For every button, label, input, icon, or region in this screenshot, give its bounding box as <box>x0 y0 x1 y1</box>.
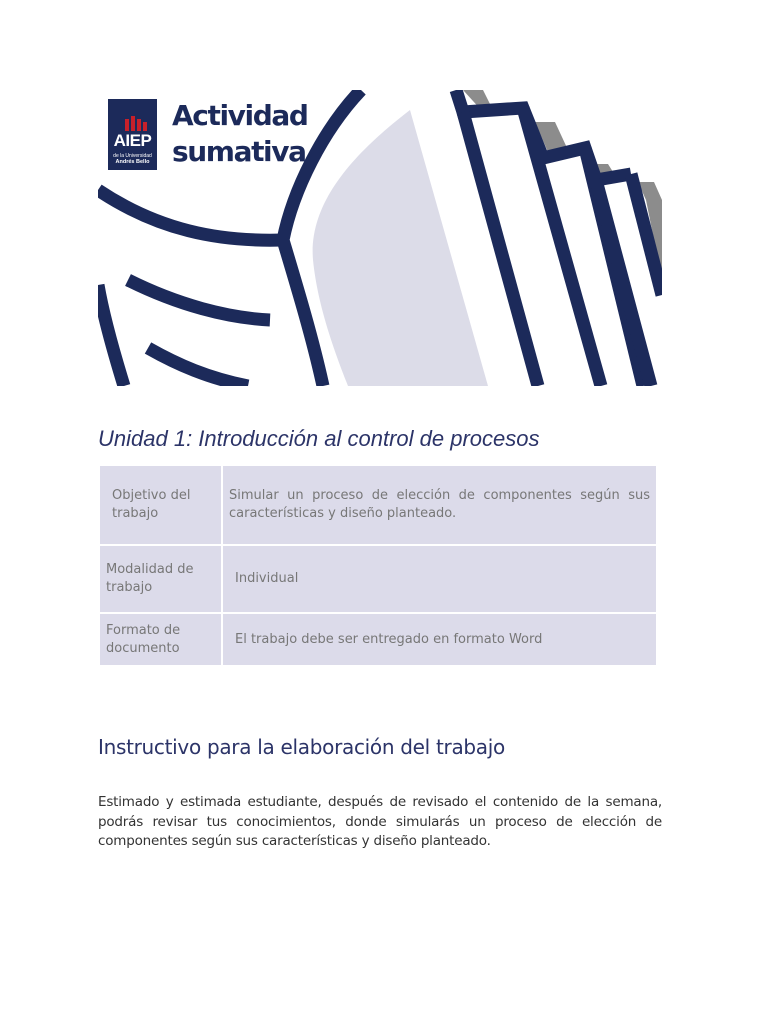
table-row <box>100 546 656 612</box>
table-value-cell: Individual <box>223 546 656 612</box>
info-table <box>98 464 658 667</box>
table-value-cell: Simular un proceso de elección de componentes según sus características y diseño planteado. <box>223 466 656 544</box>
table-label-cell: Modalidad de trabajo <box>100 546 221 612</box>
logo-subtitle: de la Universidad <box>113 153 152 159</box>
table-label-cell: Formato de documento <box>100 614 221 665</box>
table-label-cell: Objetivo del trabajo <box>100 466 221 544</box>
table-value-cell: El trabajo debe ser entregado en formato Word <box>223 614 656 665</box>
activity-title <box>172 98 307 170</box>
table-row <box>100 614 656 665</box>
body-paragraph: Estimado y estimada estudiante, después de revisado el contenido de la semana, podrás revisar tus conocimientos, donde simularás un proceso de elección de componentes según sus características y diseño planteado. <box>98 794 662 849</box>
activity-title-line2: sumativa <box>172 135 306 168</box>
activity-title-line1: Actividad <box>172 99 308 132</box>
logo-acronym: AIEP <box>113 131 152 150</box>
section-title: Instructivo para la elaboración del trabajo <box>98 735 505 759</box>
aiep-logo <box>108 99 157 170</box>
table-row <box>100 466 656 544</box>
unit-title: Unidad 1: Introducción al control de procesos <box>98 426 540 451</box>
logo-subtitle-university: Andrés Bello <box>115 159 150 165</box>
header-banner <box>98 90 662 386</box>
